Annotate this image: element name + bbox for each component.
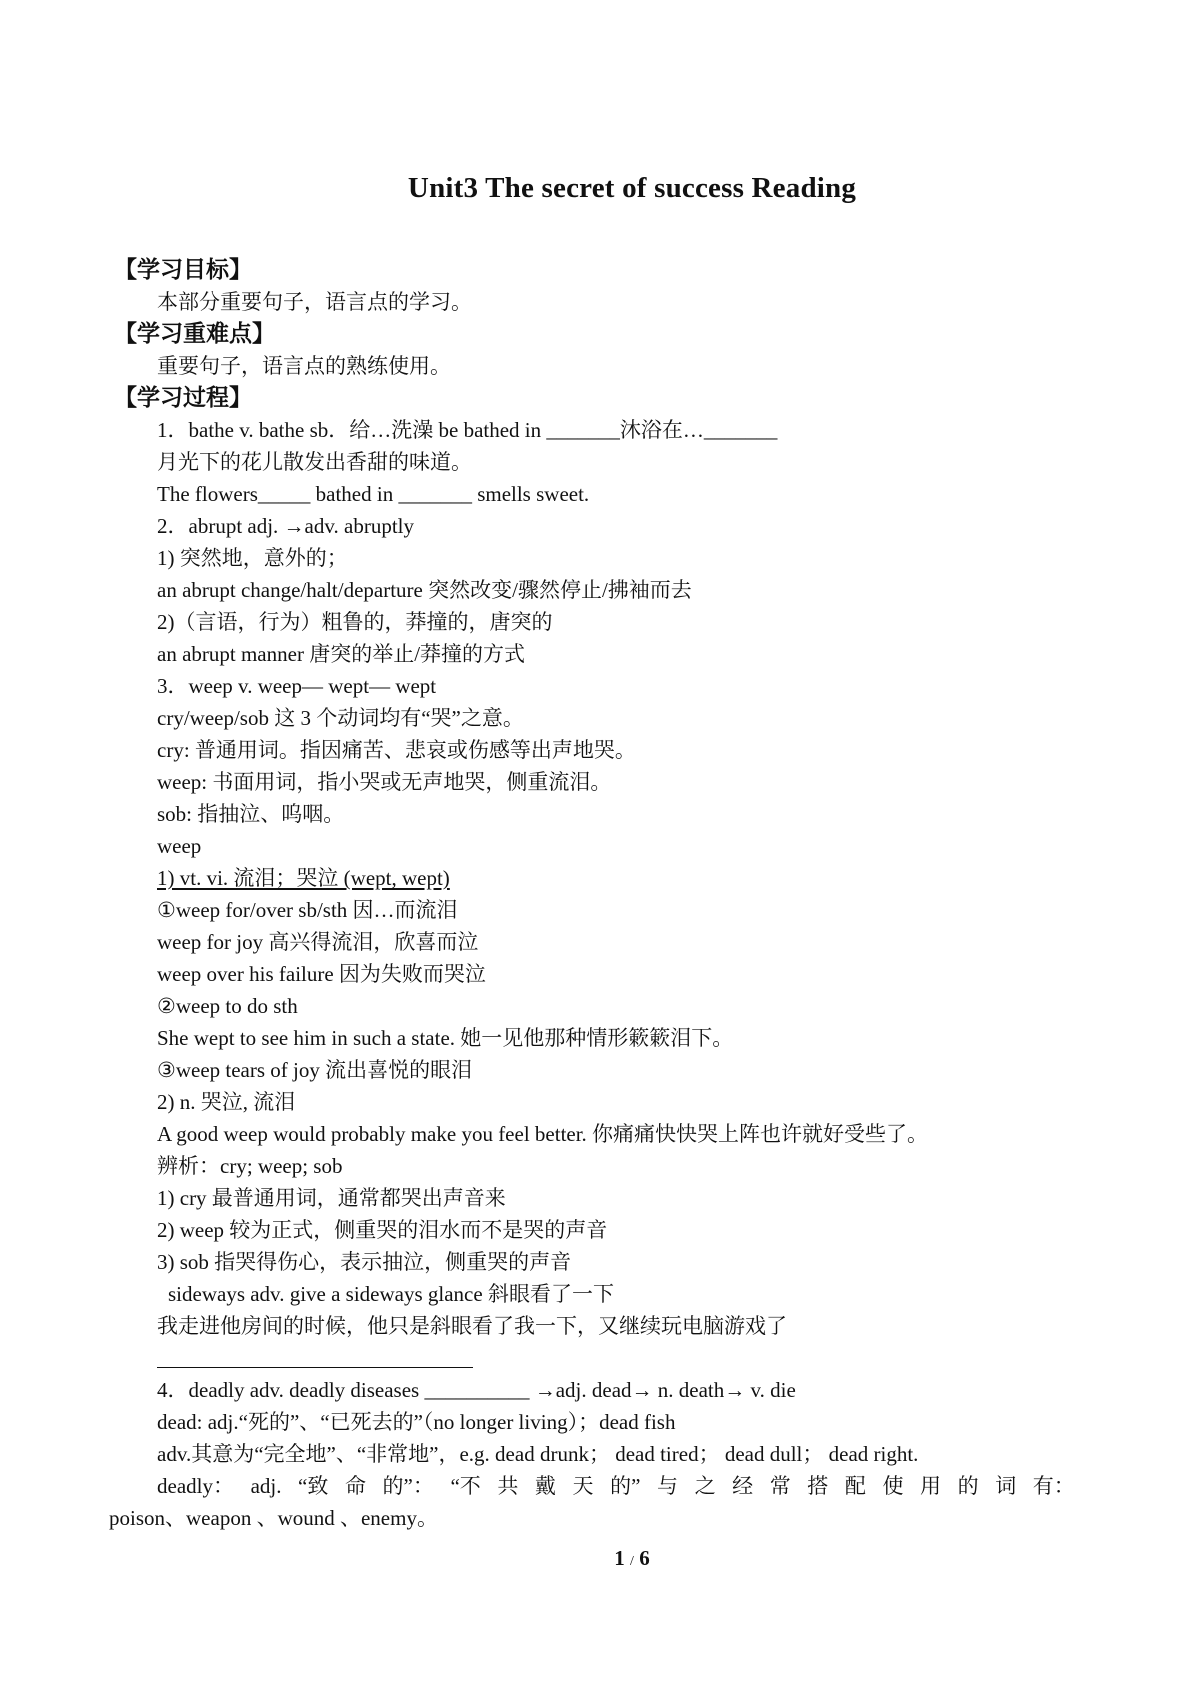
key-text: 重要句子，语言点的熟练使用。: [157, 354, 451, 378]
justified-word: 命: [344, 1474, 366, 1498]
goal-heading: 【学习目标】: [114, 257, 252, 283]
text-line: 1) 突然地，意外的；: [157, 546, 348, 570]
text-line: ①weep for/over sb/sth 因…而流泪: [157, 898, 458, 922]
underlined-line: 1) vt. vi. 流泪；哭泣 (wept, wept): [157, 866, 450, 890]
text-line: an abrupt manner 唐突的举止/莽撞的方式: [157, 642, 526, 666]
text-line: She wept to see him in such a state. 她一见他那种情形簌簌泪下。: [157, 1026, 734, 1050]
text-line: 2) weep 较为正式，侧重哭的泪水而不是哭的声音: [157, 1218, 608, 1242]
justified-row: [157, 1470, 1075, 1502]
text-line: an abrupt change/halt/departure 突然改变/骤然停止/拂袖而去: [157, 578, 692, 602]
text-line: adv.其意为“完全地”、“非常地”，e.g. dead drunk； dead tired； dead dull； dead right.: [157, 1442, 919, 1466]
justified-word: 天: [572, 1474, 594, 1498]
justified-word: deadly：: [157, 1474, 234, 1498]
text-line: sideways adv. give a sideways glance 斜眼看了一下: [168, 1282, 614, 1306]
justified-word: 使: [882, 1474, 904, 1498]
justified-word: 与: [656, 1474, 678, 1498]
text-line: 2) n. 哭泣, 流泪: [157, 1090, 296, 1114]
justified-word: adj.: [250, 1474, 282, 1498]
text-line: weep: [157, 834, 202, 858]
text-line: 1) cry 最普通用词，通常都哭出声音来: [157, 1186, 506, 1210]
item-bathe: 1．bathe v. bathe sb．给…洗澡 be bathed in _______沐浴在…_______: [157, 418, 778, 442]
page-separator: /: [630, 1554, 634, 1569]
item-abrupt: 2．abrupt adj. →adv. abruptly: [157, 514, 414, 538]
text-line: 我走进他房间的时候，他只是斜眼看了我一下，又继续玩电脑游戏了: [157, 1314, 787, 1338]
justified-line: [0, 1470, 1191, 1502]
text-line: dead: adj.“死的”、“已死去的”（no longer living）；dead fish: [157, 1410, 676, 1434]
page-title: Unit3 The secret of success Reading: [407, 172, 857, 204]
justified-word: 有：: [1032, 1474, 1075, 1498]
process-heading: 【学习过程】: [114, 385, 252, 411]
justified-word: 的: [957, 1474, 979, 1498]
text-line: 月光下的花儿散发出香甜的味道。: [157, 450, 472, 474]
text-line: 3) sob 指哭得伤心，表示抽泣，侧重哭的声音: [157, 1250, 572, 1274]
text-line: ③weep tears of joy 流出喜悦的眼泪: [157, 1058, 473, 1082]
justified-word: “致: [298, 1474, 329, 1498]
text-line: The flowers_____ bathed in _______ smells sweet.: [157, 482, 590, 506]
document-body: [0, 254, 1191, 1534]
justified-word: 之: [694, 1474, 716, 1498]
text-line: ②weep to do sth: [157, 994, 298, 1018]
justified-word: 用: [920, 1474, 942, 1498]
text-line: weep: 书面用词，指小哭或无声地哭，侧重流泪。: [157, 770, 612, 794]
justified-word: 搭: [807, 1474, 829, 1498]
justified-word: 的”: [610, 1474, 641, 1498]
text-line: cry: 普通用词。指因痛苦、悲哀或伤感等出声地哭。: [157, 738, 636, 762]
justified-word: 的”：: [382, 1474, 434, 1498]
justified-word: 经: [732, 1474, 754, 1498]
text-line: weep over his failure 因为失败而哭泣: [157, 962, 486, 986]
key-heading: 【学习重难点】: [114, 321, 275, 347]
item-deadly: 4．deadly adv. deadly diseases __________ →adj. dead→ n. death→ v. die: [157, 1378, 796, 1402]
text-line: poison、weapon 、wound 、enemy。: [109, 1506, 438, 1530]
justified-word: 常: [769, 1474, 791, 1498]
justified-word: 戴: [534, 1474, 556, 1498]
justified-word: “不: [450, 1474, 481, 1498]
text-line: weep for joy 高兴得流泪，欣喜而泣: [157, 930, 479, 954]
justified-word: 共: [497, 1474, 519, 1498]
answer-blank: [0, 1342, 1191, 1374]
page-current: 1: [614, 1546, 625, 1570]
text-line: 2)（言语，行为）粗鲁的，莽撞的，唐突的: [157, 610, 553, 634]
text-line: A good weep would probably make you feel better. 你痛痛快快哭上阵也许就好受些了。: [157, 1122, 929, 1146]
text-line: 辨析：cry; weep; sob: [157, 1154, 343, 1178]
page-number: [0, 1546, 1191, 1571]
goal-text: 本部分重要句子，语言点的学习。: [157, 290, 472, 314]
justified-word: 配: [844, 1474, 866, 1498]
justified-word: 词: [995, 1474, 1017, 1498]
item-weep: 3．weep v. weep— wept— wept: [157, 674, 437, 698]
text-line: cry/weep/sob 这 3 个动词均有“哭”之意。: [157, 706, 524, 730]
text-line: sob: 指抽泣、呜咽。: [157, 802, 345, 826]
page-total: 6: [639, 1546, 650, 1570]
